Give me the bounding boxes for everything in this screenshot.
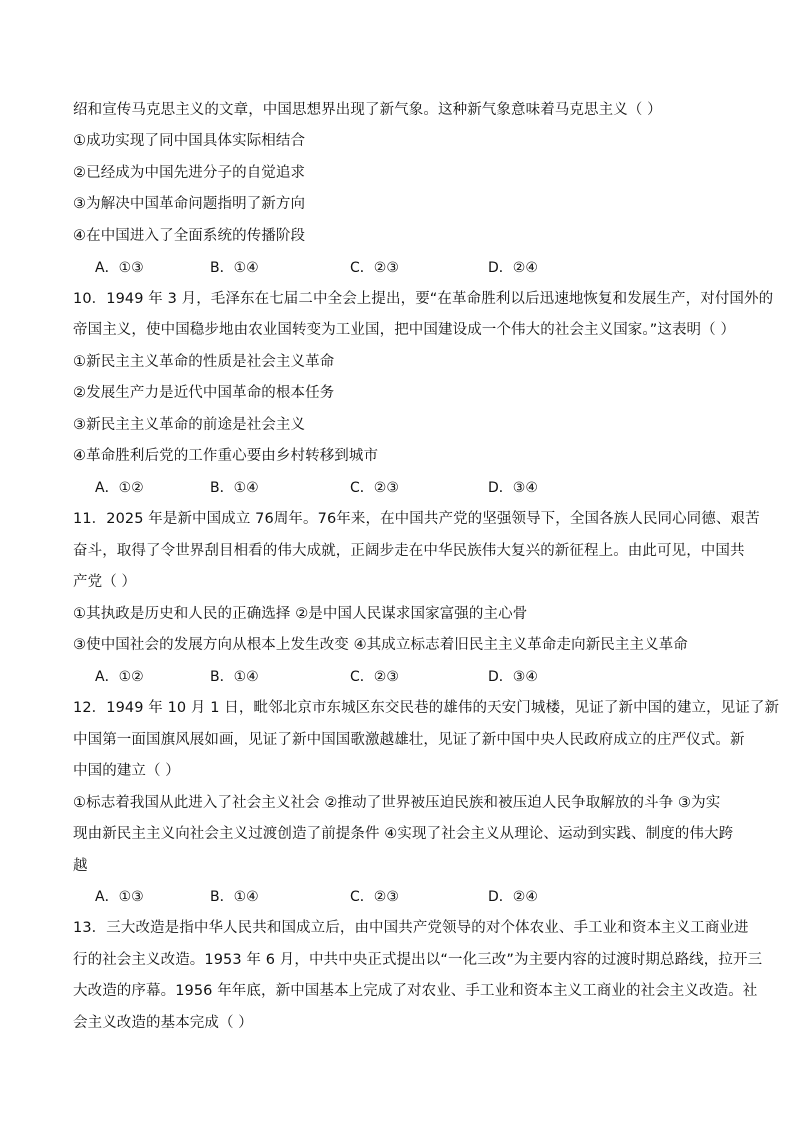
question-13-stem-line-1: 13．三大改造是指中华人民共和国成立后，由中国共产党领导的对个体农业、手工业和资本主义工商业进 <box>73 920 749 936</box>
question-10-item-1: ①新民主主义革命的性质是社会主义革命 <box>73 354 335 370</box>
question-11-option-d: D．③④ <box>488 669 538 685</box>
question-10-option-b: B．①④ <box>210 480 259 496</box>
question-10-stem-line-2: 帝国主义，使中国稳步地由农业国转变为工业国，把中国建设成一个伟大的社会主义国家。”这表明（ ） <box>73 322 736 338</box>
question-12-items-line-1: ①标志着我国从此进入了社会主义社会 ②推动了世界被压迫民族和被压迫人民争取解放的斗争 ③为实 <box>73 795 721 811</box>
question-10-item-2: ②发展生产力是近代中国革命的根本任务 <box>73 385 335 401</box>
question-10-item-4: ④革命胜利后党的工作重心要由乡村转移到城市 <box>73 448 379 464</box>
question-12-option-c: C．②③ <box>350 889 399 905</box>
question-9-item-4: ④在中国进入了全面系统的传播阶段 <box>73 228 306 244</box>
question-11-stem-line-3: 产党（ ） <box>73 574 137 590</box>
question-10-item-3: ③新民主主义革命的前途是社会主义 <box>73 417 306 433</box>
question-9-stem: 绍和宣传马克思主义的文章，中国思想界出现了新气象。这种新气象意味着马克思主义（ ） <box>73 102 662 118</box>
question-9-option-d: D．②④ <box>488 260 538 276</box>
question-13-stem-line-4: 会主义改造的基本完成（ ） <box>73 1015 253 1031</box>
question-12-stem-line-2: 中国第一面国旗风展如画，见证了新中国国歌激越雄壮，见证了新中国中央人民政府成立的庄严仪式。新 <box>73 732 745 748</box>
question-9-option-a: A．①③ <box>95 260 144 276</box>
question-12-items-line-3: 越 <box>73 858 88 874</box>
question-13-stem-line-2: 行的社会主义改造。1953 年 6 月，中共中央正式提出以“一化三改”为主要内容的过渡时期总路线，拉开三 <box>73 952 763 968</box>
question-9-option-b: B．①④ <box>210 260 259 276</box>
question-13-stem-line-3: 大改造的序幕。1956 年年底，新中国基本上完成了对农业、手工业和资本主义工商业的社会主义改造。社 <box>73 983 758 999</box>
question-12-option-a: A．①③ <box>95 889 144 905</box>
question-11-items-line-2: ③使中国社会的发展方向从根本上发生改变 ④其成立标志着旧民主主义革命走向新民主主义革命 <box>73 637 688 653</box>
question-11-option-a: A．①② <box>95 669 144 685</box>
question-12-option-b: B．①④ <box>210 889 259 905</box>
question-10-option-a: A．①② <box>95 480 144 496</box>
question-11-stem-line-1: 11．2025 年是新中国成立 76周年。76年来，在中国共产党的坚强领导下，全国各族人民同心同德、艰苦 <box>73 511 760 527</box>
question-11-stem-line-2: 奋斗，取得了令世界刮目相看的伟大成就，正阔步走在中华民族伟大复兴的新征程上。由此可见，中国共 <box>73 543 745 559</box>
question-10-stem-line-1: 10．1949 年 3 月，毛泽东在七届二中全会上提出，要“在革命胜利以后迅速地恢复和发展生产，对付国外的 <box>73 291 774 307</box>
question-12-option-d: D．②④ <box>488 889 538 905</box>
question-10-option-d: D．③④ <box>488 480 538 496</box>
question-11-items-line-1: ①其执政是历史和人民的正确选择 ②是中国人民谋求国家富强的主心骨 <box>73 606 528 622</box>
question-12-items-line-2: 现由新民主主义向社会主义过渡创造了前提条件 ④实现了社会主义从理论、运动到实践、制度的伟大跨 <box>73 826 734 842</box>
question-9-item-3: ③为解决中国革命问题指明了新方向 <box>73 196 306 212</box>
question-11-option-c: C．②③ <box>350 669 399 685</box>
question-11-option-b: B．①④ <box>210 669 259 685</box>
question-12-stem-line-3: 中国的建立（ ） <box>73 763 180 779</box>
question-9-item-1: ①成功实现了同中国具体实际相结合 <box>73 133 306 149</box>
question-9-option-c: C．②③ <box>350 260 399 276</box>
question-12-stem-line-1: 12．1949 年 10 月 1 日，毗邻北京市东城区东交民巷的雄伟的天安门城楼，见证了新中国的建立，见证了新 <box>73 700 780 716</box>
question-10-option-c: C．②③ <box>350 480 399 496</box>
question-9-item-2: ②已经成为中国先进分子的自觉追求 <box>73 165 306 181</box>
